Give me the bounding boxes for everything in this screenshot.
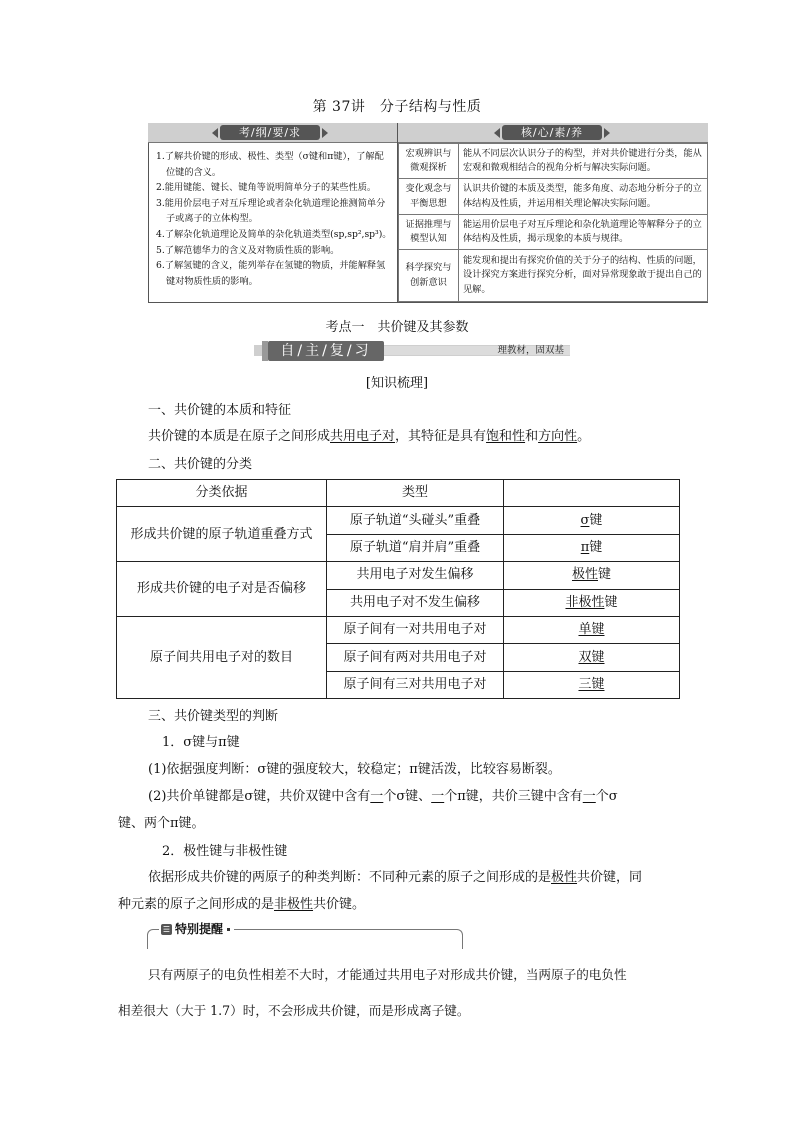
answer-blank: π <box>580 539 590 555</box>
answer-blank: 双键 <box>578 649 605 665</box>
text: 个σ键、 <box>383 789 432 804</box>
answer-blank: 三键 <box>578 676 605 692</box>
text: 个π键，共价三键中含有 <box>444 789 583 804</box>
requirement-item: 4.了解杂化轨道理论及简单的杂化轨道类型(sp,sp²,sp³)。 <box>156 228 392 240</box>
literacy-row <box>399 215 708 250</box>
table-type-cell: 原子间有两对共用电子对 <box>327 644 504 671</box>
literacy-header <box>398 123 708 143</box>
table-header: 分类依据 <box>117 480 327 507</box>
literacy-header-label: 核/心/素/养 <box>502 125 602 140</box>
literacy-desc: 能运用价层电子对互斥理论和杂化轨道理论等解释分子的立体结构及性质，揭示现象的本质与规律。 <box>459 215 708 250</box>
table-type-cell: 共用电子对发生偏移 <box>327 562 504 589</box>
requirement-item: 5.了解范德华力的含义及对物质性质的影响。 <box>156 244 340 256</box>
table-header: 类型 <box>327 480 504 507</box>
answer-blank: 极性 <box>571 567 598 583</box>
requirements-header <box>148 123 397 143</box>
reminder-title <box>159 921 234 937</box>
literacy-key: 科学探究与创新意识 <box>399 250 459 302</box>
table-result-cell <box>504 589 680 616</box>
paragraph-4 <box>148 866 642 885</box>
page-title: 第 37讲 分子结构与性质 <box>312 99 482 115</box>
reminder-text-1: 只有两原子的电负性相差不大时，才能通过共用电子对形成共价键，当两原子的电负性 <box>148 967 627 982</box>
literacy-key: 证据推理与模型认知 <box>399 215 459 250</box>
table-type-cell: 原子间有三对共用电子对 <box>327 671 504 698</box>
table-result-cell <box>504 562 680 589</box>
requirement-item: 2.能用键能、键长、键角等说明简单分子的某些性质。 <box>156 182 377 194</box>
literacy-row <box>399 179 708 215</box>
reminder-icon: ☰ <box>162 925 171 934</box>
text: ，其特征是具有 <box>395 429 487 444</box>
table-result-cell <box>504 671 680 698</box>
requirements-list <box>156 149 392 289</box>
dot-icon <box>227 928 230 931</box>
table-type-cell: 共用电子对不发生偏移 <box>327 589 504 616</box>
table-type-cell: 原子轨道“头碰头”重叠 <box>327 507 504 534</box>
table-basis-cell: 形成共价键的原子轨道重叠方式 <box>117 507 327 562</box>
requirements-header-label: 考/纲/要/求 <box>220 125 320 140</box>
table-row <box>117 616 680 643</box>
text: 种元素的原子之间形成的是 <box>118 897 275 912</box>
answer-blank: 单键 <box>578 622 605 638</box>
heading-3-2: 2．极性键与非极性键 <box>162 844 288 859</box>
text: 。 <box>577 429 591 444</box>
heading-3: 三、共价键类型的判断 <box>148 709 279 724</box>
table-type-cell: 原子间有一对共用电子对 <box>327 616 504 643</box>
table-type-cell: 原子轨道“肩并肩”重叠 <box>327 534 504 561</box>
paragraph-3-cont: 键、两个π键。 <box>118 816 205 831</box>
table-result-cell <box>504 616 680 643</box>
literacy-row <box>399 144 708 179</box>
literacy-row <box>399 250 708 302</box>
banner-subtitle: 理教材，固双基 <box>497 345 564 356</box>
paragraph-4-cont <box>118 893 365 912</box>
arrow-right-icon <box>322 128 328 138</box>
text: 键 <box>589 539 603 555</box>
answer-blank: 一 <box>582 789 596 804</box>
table-header <box>504 480 680 507</box>
table-basis-cell: 原子间共用电子对的数目 <box>117 616 327 698</box>
heading-1: 一、共价键的本质和特征 <box>148 403 292 418</box>
answer-blank: 一 <box>370 789 384 804</box>
answer-blank: 方向性 <box>538 429 578 444</box>
text: 共价键，同 <box>577 870 643 885</box>
arrow-right-icon <box>604 128 610 138</box>
text: (2)共价单键都是σ键，共价双键中含有 <box>148 789 371 804</box>
self-review-banner <box>254 339 570 363</box>
text: 共价键的本质是在原子之间形成 <box>148 429 331 444</box>
answer-blank: σ <box>580 512 590 528</box>
text: 键 <box>589 512 603 528</box>
requirement-item: 6.了解氢键的含义，能列举存在氢键的物质，并能解释氢键对物质性质的影响。 <box>156 260 386 287</box>
classification-table <box>116 479 680 699</box>
arrow-left-icon <box>212 128 218 138</box>
answer-blank: 极性 <box>551 870 578 885</box>
table-result-cell <box>504 644 680 671</box>
literacy-key: 变化观念与平衡思想 <box>399 179 459 215</box>
knowledge-heading: [知识梳理] <box>365 376 429 391</box>
arrow-left-icon <box>494 128 500 138</box>
answer-blank: 饱和性 <box>486 429 526 444</box>
table-row <box>117 507 680 534</box>
text: 依据形成共价键的两原子的种类判断：不同种元素的原子之间形成的是 <box>148 870 552 885</box>
literacy-desc: 认识共价键的本质及类型，能多角度、动态地分析分子的立体结构及性质，并运用相关理论解决实际问题。 <box>459 179 708 215</box>
answer-blank: 一 <box>431 789 445 804</box>
literacy-desc: 能从不同层次认识分子的构型，并对共价键进行分类，能从宏观和微观相结合的视角分析与解决实际问题。 <box>459 144 708 179</box>
paragraph-3 <box>148 785 618 804</box>
section-title: 考点一 共价键及其参数 <box>325 320 469 335</box>
banner-label: 自/主/复/习 <box>268 341 384 361</box>
table-row <box>117 562 680 589</box>
literacy-table <box>398 143 708 302</box>
reminder-label: 特别提醒 <box>175 922 224 936</box>
answer-blank: 非极性 <box>274 897 314 912</box>
paragraph-2: (1)依据强度判断：σ键的强度较大，较稳定；π键活泼，比较容易断裂。 <box>148 762 561 777</box>
special-reminder <box>147 921 463 949</box>
text: 键 <box>598 567 612 583</box>
paragraph-1 <box>148 425 590 444</box>
text: 键 <box>604 594 618 610</box>
text: 个σ <box>595 789 618 804</box>
requirement-item: 3.能用价层电子对互斥理论或者杂化轨道理论推测简单分子或离子的立体构型。 <box>156 197 386 225</box>
table-result-cell <box>504 507 680 534</box>
heading-3-1: 1．σ键与π键 <box>162 735 240 750</box>
text: 和 <box>525 429 539 444</box>
answer-blank: 共用电子对 <box>330 429 396 444</box>
text: 共价键。 <box>313 897 366 912</box>
literacy-desc: 能发现和提出有探究价值的关于分子的结构、性质的问题，设计探究方案进行探究分析，面对异常现象敢于提出自己的见解。 <box>459 250 708 302</box>
table-header-row <box>117 480 680 507</box>
heading-2: 二、共价键的分类 <box>148 457 253 472</box>
table-result-cell <box>504 534 680 561</box>
reminder-text-2: 相差很大（大于 1.7）时，不会形成共价键，而是形成离子键。 <box>118 1003 470 1018</box>
literacy-key: 宏观辨识与微观探析 <box>399 144 459 179</box>
answer-blank: 非极性 <box>565 594 605 610</box>
requirement-item: 1.了解共价键的形成、极性、类型（σ键和π键），了解配位键的含义。 <box>156 151 384 178</box>
table-basis-cell: 形成共价键的电子对是否偏移 <box>117 562 327 617</box>
